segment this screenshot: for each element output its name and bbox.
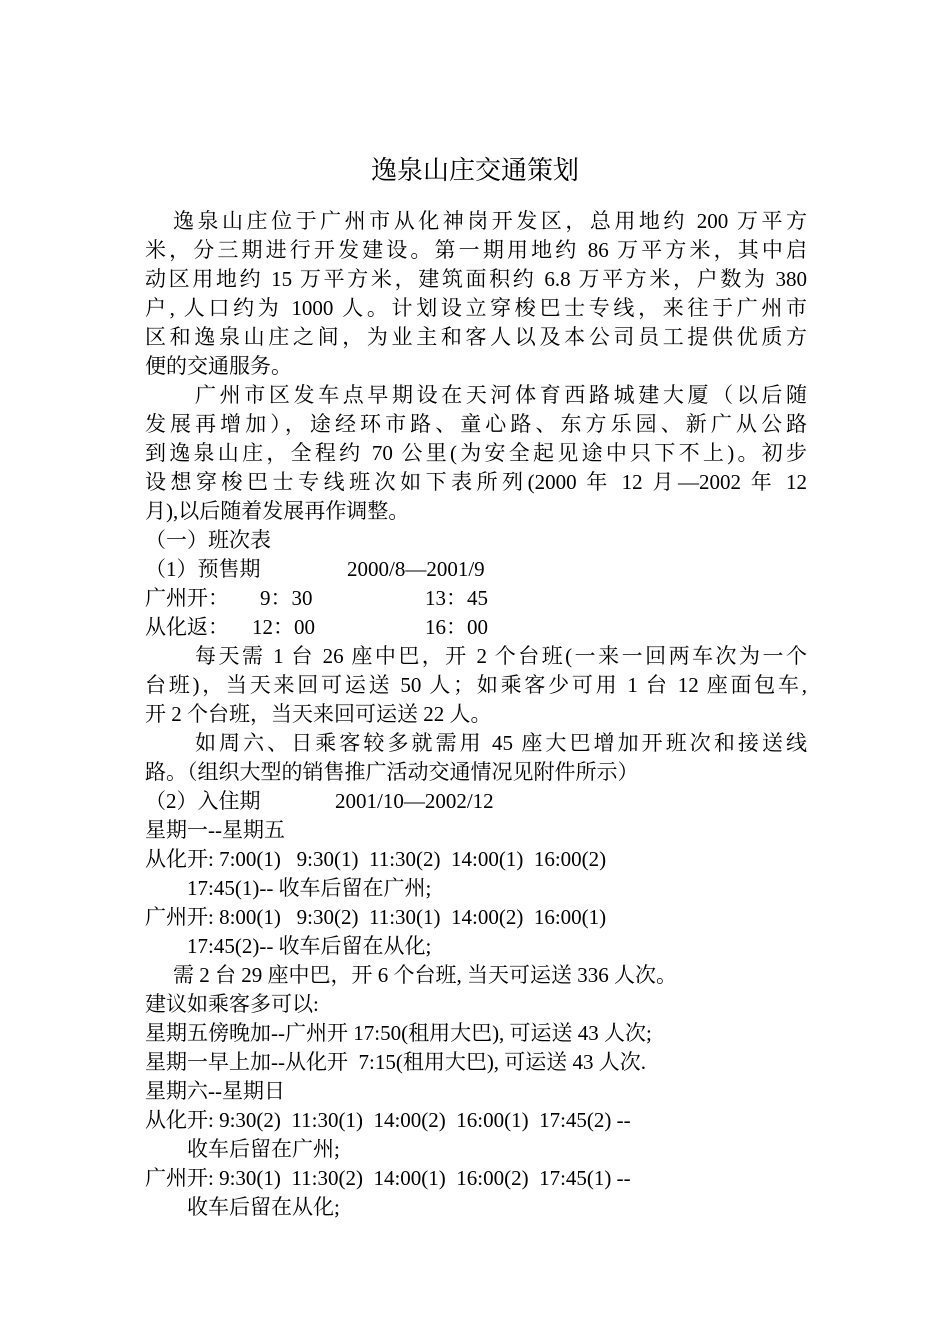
friday-extra: 星期五傍晚加--广州开 17:50(租用大巴), 可运送 43 人次; bbox=[145, 1021, 652, 1045]
intro-line-2: 米，分三期进行开发建设。第一期用地约 86 万平方米，其中启 bbox=[145, 238, 807, 262]
presale-period: 2000/8—2001/9 bbox=[347, 557, 485, 581]
weekday-note: 需 2 台 29 座中巴，开 6 个台班, 当天可运送 336 人次。 bbox=[173, 963, 677, 987]
weekday-heading: 星期一--星期五 bbox=[145, 818, 285, 842]
weekday-ch-cont: 17:45(1)-- 收车后留在广州; bbox=[187, 876, 432, 900]
weekend-note-line-1: 如周六、日乘客较多就需用 45 座大巴增加开班次和接送线 bbox=[195, 731, 807, 755]
weekend-heading: 星期六--星期日 bbox=[145, 1079, 285, 1103]
document-body bbox=[145, 207, 807, 1222]
monday-extra: 星期一早上加--从化开 7:15(租用大巴), 可运送 43 人次. bbox=[145, 1050, 647, 1074]
presale-note-line-2: 台班)，当天来回可运送 50 人；如乘客少可用 1 台 12 座面包车, bbox=[145, 673, 807, 697]
presale-gz-row: 广州开： 9：30 13：45 bbox=[145, 586, 488, 610]
intro-line-4: 户, 人口约为 1000 人。计划设立穿梭巴士专线，来往于广州市 bbox=[145, 296, 807, 320]
route-line-5: 月),以后随着发展再作调整。 bbox=[145, 499, 410, 523]
intro-line-5: 区和逸泉山庄之间，为业主和客人以及本公司员工提供优质方 bbox=[145, 325, 807, 349]
weekend-gz-row: 广州开: 9:30(1) 11:30(2) 14:00(1) 16:00(2) 17:45(1) -- bbox=[145, 1166, 631, 1190]
weekend-gz-cont: 收车后留在从化; bbox=[187, 1195, 340, 1219]
weekday-gz-cont: 17:45(2)-- 收车后留在从化; bbox=[187, 934, 432, 958]
presale-ch-row: 从化返： 12：00 16：00 bbox=[145, 615, 488, 639]
occupancy-heading: （2）入住期 2001/10—2002/12 bbox=[145, 787, 807, 816]
presale-note-line-1: 每天需 1 台 26 座中巴，开 2 个台班(一来一回两车次为一个 bbox=[195, 644, 807, 668]
intro-line-3: 动区用地约 15 万平方米，建筑面积约 6.8 万平方米，户数为 380 bbox=[145, 267, 807, 291]
weekday-ch-row: 从化开: 7:00(1) 9:30(1) 11:30(2) 14:00(1) 16:00(2) bbox=[145, 847, 607, 871]
route-line-2: 发展再增加），途经环市路、童心路、东方乐园、新广从公路 bbox=[145, 412, 807, 436]
suggest-line: 建议如乘客多可以: bbox=[145, 992, 319, 1016]
weekend-ch-row: 从化开: 9:30(2) 11:30(1) 14:00(2) 16:00(1) 17:45(2) -- bbox=[145, 1108, 631, 1132]
presale-note-line-3: 开 2 个台班，当天来回可运送 22 人。 bbox=[145, 702, 492, 726]
intro-line-1: 逸泉山庄位于广州市从化神岗开发区，总用地约 200 万平方 bbox=[173, 209, 808, 233]
intro-line-6: 便的交通服务。 bbox=[145, 354, 292, 378]
weekday-gz-row: 广州开: 8:00(1) 9:30(2) 11:30(1) 14:00(2) 16:00(1) bbox=[145, 905, 607, 929]
page-title: 逸泉山庄交通策划 bbox=[370, 156, 579, 186]
route-line-4: 设想穿梭巴士专线班次如下表所列(2000 年 12 月—2002 年 12 bbox=[145, 470, 807, 494]
route-line-3: 到逸泉山庄，全程约 70 公里(为安全起见途中只下不上)。初步 bbox=[145, 441, 807, 465]
schedule-heading: （一）班次表 bbox=[145, 528, 271, 552]
weekend-ch-cont: 收车后留在广州; bbox=[187, 1137, 340, 1161]
route-line-1: 广州市区发车点早期设在天河体育西路城建大厦（以后随 bbox=[195, 383, 807, 407]
weekend-note-line-2: 路。（组织大型的销售推广活动交通情况见附件所示） bbox=[145, 760, 639, 784]
occupancy-period: 2001/10—2002/12 bbox=[335, 789, 494, 813]
presale-heading: （1）预售期 2000/8—2001/9 bbox=[145, 555, 807, 584]
project-name: 逸泉山庄 bbox=[173, 209, 272, 233]
